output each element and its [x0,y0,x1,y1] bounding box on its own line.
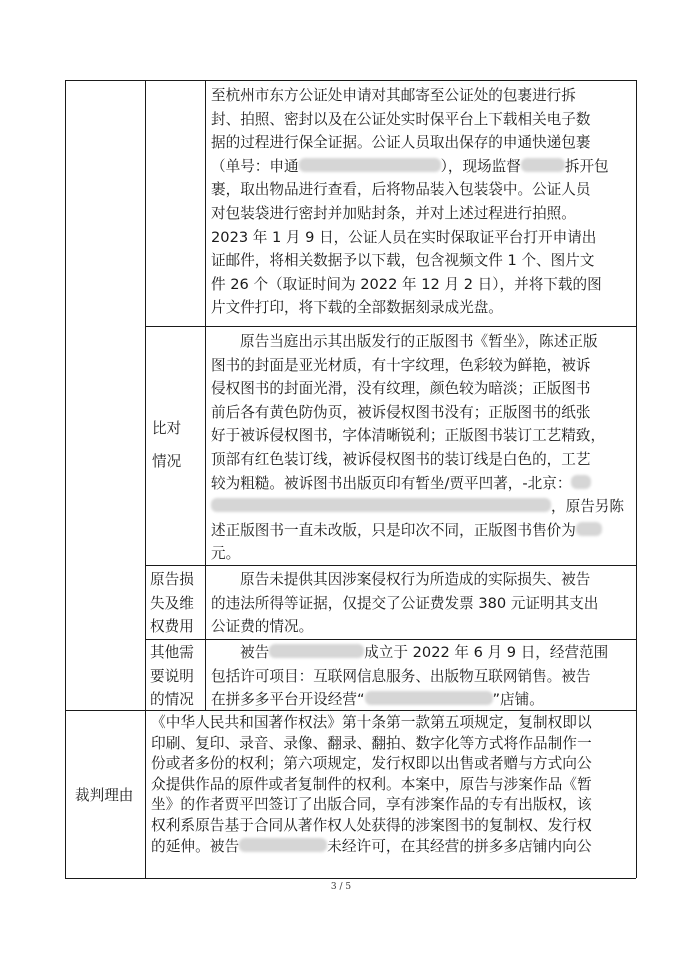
text-fragment: ），现场监督 [440,157,521,175]
loss-cell [211,568,598,639]
redacted-defendant-name [239,838,327,852]
text-line: 众提供作品的原件或者复制件的权利。本案中，原告与涉案作品《暂 [151,775,592,793]
text-line: 2023 年 1 月 9 日，公证人员在实时保取证平台打开申请出 [211,228,597,246]
text-fragment: （单号：申通 [211,157,299,175]
text-fragment: 拆开包 [564,157,609,175]
text-line: 原告当庭出示其出版发行的正版图书《暂坐》，陈述正版 [240,333,598,350]
other-cell [211,641,608,712]
row-divider-other [145,639,636,640]
reason-cell [151,713,592,857]
text-line: 较为粗糙。被诉图书出版页印有暂坐/贾平凹著，-北京： [211,472,624,496]
redacted-company-name [269,644,364,658]
page-indicator: 3 / 5 [330,882,352,892]
text-line: 图书的封面是亚光材质，有十字纹理，色彩较为鲜艳，被诉 [211,356,591,374]
text-line: 《中华人民共和国著作权法》第十条第一款第五项规定，复制权即以 [151,714,592,731]
label-line: 权费用 [150,618,194,636]
text-line: 述正版图书一直未改版，只是印次不同，正版图书售价为 [211,519,624,543]
text-line: 至杭州市东方公证处申请对其邮寄至公证处的包裹进行拆 [211,87,576,104]
table-border-right [636,80,637,878]
label-line: 情况 [152,452,182,470]
text-line: 好于被诉侵权图书，字体清晰锐利；正版图书装订工艺精致， [211,427,606,445]
redacted-publisher [571,475,591,489]
other-label [150,641,194,712]
label-line: 要说明 [150,667,194,685]
label-line: 裁判理由 [75,787,134,804]
text-line: 的延伸。被告 未经许可，在其经营的拼多多店铺内向公 [151,837,592,855]
text-line: 份或者多份的权利；第六项规定，发行权即以出售或者赠与方式向公 [151,755,592,773]
text-line: 顶部有红色装订线，被诉侵权图书的装订线是白色的，工艺 [211,450,591,468]
text-line: 被告 成立于 2022 年 6 月 9 日，经营范围 [240,644,609,661]
text-line: 权利系原告基于合同从著作权人处获得的涉案图书的复制权、发行权 [151,816,592,834]
text-line: 的违法所得等证据，仅提交了公证费发票 380 元证明其支出 [211,594,599,612]
label-line: 其他需 [150,644,194,661]
column-divider-2 [205,80,206,710]
reason-label [75,784,133,808]
text-line: 印刷、复印、录音、录像、翻录、翻拍、数字化等方式将作品制作一 [151,734,592,752]
text-line: 封、拍照、密封以及在公证处实时保平台上下载相关电子数 [211,110,591,128]
text-line: 原告未提供其因涉案侵权行为所造成的实际损失、被告 [240,571,591,588]
text-line: 侵权图书的封面光滑，没有纹理，颜色较为暗淡；正版图书 [211,380,591,398]
label-line: 原告损 [150,571,194,588]
text-line: 据的过程进行保全证据。公证人员取出保存的申通快递包裹 [211,134,591,152]
evidence-cell [211,84,609,320]
text-line [211,155,609,179]
text-line: 对包装袋进行密封并加贴封条，并对上述过程进行拍照。 [211,204,576,222]
redacted-publication-info [211,498,551,512]
label-line: 比对 [152,420,182,437]
redacted-price [576,522,602,536]
text-line: 片文件打印，将下载的全部数据刻录成光盘。 [211,299,503,317]
text-line: 在拼多多平台开设经营“ ”店铺。 [211,691,544,709]
text-line: 前后各有黄色防伪页，被诉侵权图书没有；正版图书的纸张 [211,403,591,421]
text-line: ，原告另陈 [211,495,624,519]
table-border-bottom [65,878,636,879]
text-line: 证邮件，将相关数据予以下载，包含视频文件 1 个、图片文 [211,252,595,270]
label-line: 失及维 [150,594,194,612]
label-line: 的情况 [150,691,194,709]
compare-cell [211,330,624,566]
text-line: 坐》的作者贾平凹签订了出版合同，享有涉案作品的专有出版权，该 [151,796,592,814]
text-line: 包括许可项目：互联网信息服务、出版物互联网销售。被告 [211,667,591,685]
compare-label [152,417,181,473]
column-divider-1 [145,80,146,878]
table-border-left [65,80,66,878]
text-line: 件 26 个（取证时间为 2022 年 12 月 2 日），并将下载的图 [211,275,602,293]
redacted-tracking-number [299,158,441,172]
redacted-name [521,158,565,172]
text-line: 裹，取出物品进行查看，后将物品装入包装袋中。公证人员 [211,181,591,199]
row-divider-compare [145,326,636,327]
text-line: 元。 [211,545,241,563]
text-line: 公证费的情况。 [211,618,314,636]
redacted-shop-name [365,691,493,705]
table-border-top [65,80,636,81]
loss-label [150,568,194,639]
